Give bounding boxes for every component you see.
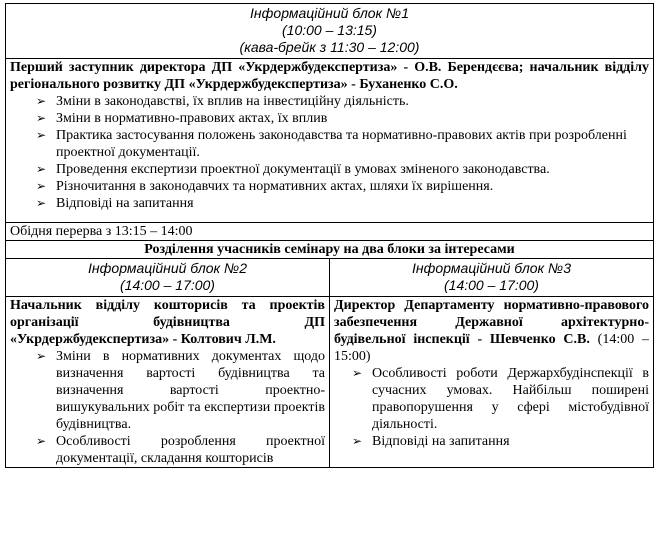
- arrow-bullet-icon: ➢: [36, 111, 47, 125]
- arrow-bullet-icon: ➢: [36, 349, 47, 363]
- blocks-23-content-row: [6, 297, 654, 468]
- blocks-23-header-row: [6, 259, 654, 297]
- block1-header-row: [6, 4, 654, 59]
- list-item: ➢ Практика застосування положень законодавства та нормативно-правових актів при розробленні проектної документації.: [36, 128, 627, 160]
- arrow-bullet-icon: ➢: [36, 128, 47, 142]
- list-item: ➢ Особливості розроблення проектної документації, складання кошторисів: [36, 434, 325, 466]
- block1-coffee-break: (кава-брейк з 11:30 – 12:00): [239, 39, 420, 55]
- arrow-bullet-icon: ➢: [36, 179, 47, 193]
- block1-content-row: [6, 59, 654, 223]
- block3-speaker-time: (14:00 – 15:00): [334, 332, 649, 364]
- block1-item-list: [10, 93, 649, 212]
- arrow-bullet-icon: ➢: [36, 94, 47, 108]
- arrow-bullet-icon: ➢: [352, 366, 363, 380]
- block3-time: (14:00 – 17:00): [444, 277, 539, 293]
- list-item: ➢ Проведення експертизи проектної документації в умовах зміненого законодавства.: [36, 162, 550, 177]
- split-title: Розділення учасників семінару на два блоки за інтересами: [6, 241, 654, 259]
- block2-time: (14:00 – 17:00): [120, 277, 215, 293]
- list-item: ➢ Зміни в нормативних документах щодо визначення вартості будівництва та визначення вартості проектно-вишукувальних робіт та експертизи проектів будівництва.: [36, 349, 325, 432]
- arrow-bullet-icon: ➢: [36, 434, 47, 448]
- block1-speakers: Перший заступник директора ДП «Укрдержбудекспертиза» - О.В. Берендєєва; начальник відділу регіонального розвитку ДП «Укрдержбудекспертиза» - Буханенко С.О.: [10, 60, 649, 92]
- block3-content: [330, 297, 654, 468]
- list-item: ➢ Зміни в нормативно-правових актах, їх вплив: [36, 111, 328, 126]
- arrow-bullet-icon: ➢: [36, 196, 47, 210]
- list-item: ➢ Різночитання в законодавчих та нормативних актах, шляхи їх вирішення.: [36, 179, 494, 194]
- list-item: ➢ Зміни в законодавстві, їх вплив на інвестиційну діяльність.: [36, 94, 409, 109]
- block2-header: [6, 259, 330, 297]
- block3-title: Інформаційний блок №3: [411, 260, 571, 276]
- list-item: ➢ Відповіді на запитання: [36, 196, 194, 211]
- split-row: [6, 241, 654, 259]
- list-item: ➢ Особливості роботи Держархбудінспекції в сучасних умовах. Найбільш поширені правопорушення у сфері містобудівної діяльності.: [352, 366, 649, 432]
- lunch-break: Обідня перерва з 13:15 – 14:00: [6, 223, 654, 241]
- block3-speaker: Директор Департаменту нормативно-правового забезпечення Державної архітектурно-будівельної інспекції - Шевченко С.В. (14:00 – 15:00): [334, 298, 649, 364]
- block1-content: [6, 59, 654, 223]
- list-item: ➢ Відповіді на запитання: [352, 434, 510, 449]
- block1-header: [6, 4, 654, 59]
- block2-content: [6, 297, 330, 468]
- block2-item-list: [10, 348, 325, 467]
- block3-header: [330, 259, 654, 297]
- lunch-row: [6, 223, 654, 241]
- block1-time: (10:00 – 13:15): [282, 22, 377, 38]
- block2-speaker: Начальник відділу кошторисів та проектів організації будівництва ДП «Укрдержбудекспертиза» - Колтович Л.М.: [10, 298, 325, 347]
- block2-title: Інформаційний блок №2: [87, 260, 247, 276]
- arrow-bullet-icon: ➢: [352, 434, 363, 448]
- seminar-program-table: [5, 3, 654, 468]
- arrow-bullet-icon: ➢: [36, 162, 47, 176]
- block1-title: Інформаційний блок №1: [249, 5, 409, 21]
- block3-item-list: [334, 365, 649, 450]
